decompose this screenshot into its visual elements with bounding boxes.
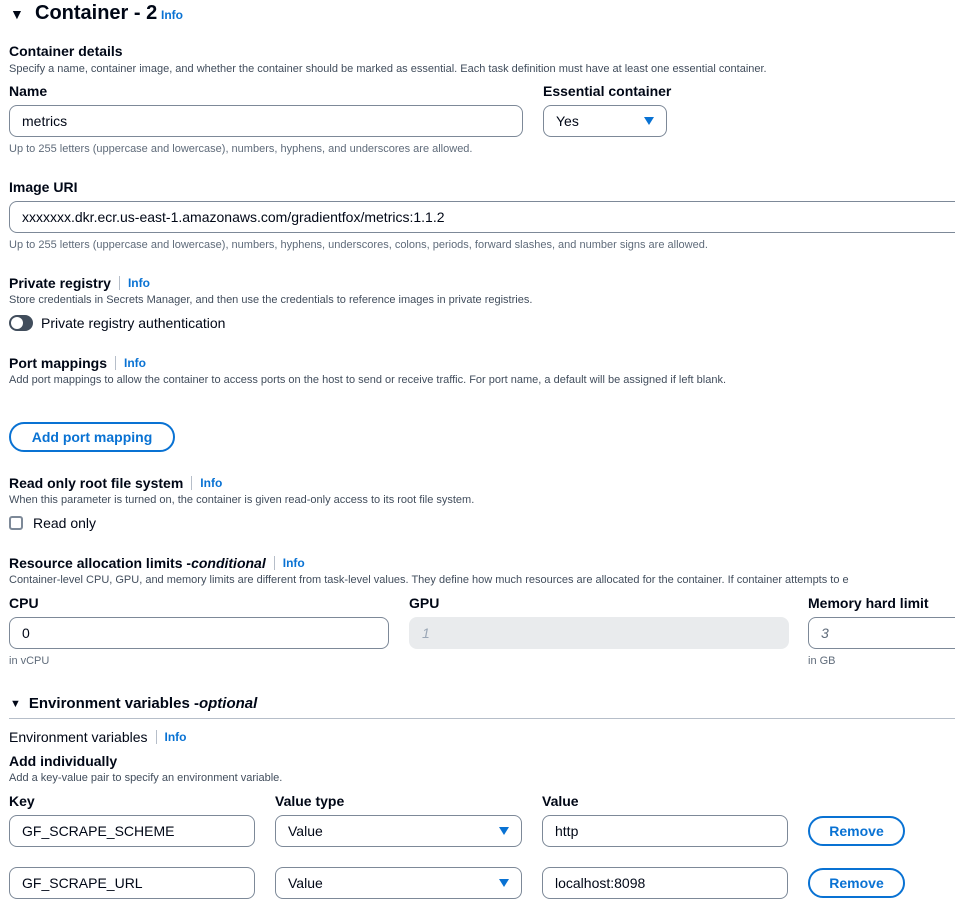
env-value-type-value: Value [288,823,323,839]
add-port-mapping-button[interactable]: Add port mapping [9,422,175,452]
col-value-type-header: Value type [275,793,345,809]
resource-limits-heading: Resource allocation limits - [9,555,192,571]
env-value-value: http [555,823,579,839]
add-individually-heading: Add individually [9,753,118,769]
dropdown-caret-icon [499,879,509,887]
env-vars-section-title: Environment variables - [28,695,199,712]
env-key-value: GF_SCRAPE_SCHEME [22,823,175,839]
private-registry-heading: Private registry [9,275,111,291]
env-value-type-value: Value [288,875,323,891]
gpu-input-value: 1 [422,625,430,641]
read-only-checkbox-row[interactable] [9,515,96,531]
env-vars-heading: Environment variables [9,729,148,745]
env-value-value: localhost:8098 [555,875,646,891]
gpu-label: GPU [409,595,440,611]
private-registry-header [9,275,150,291]
env-vars-section-header[interactable] [10,695,257,712]
cpu-hint: in vCPU [9,655,50,667]
cpu-input[interactable] [9,617,389,649]
env-vars-description: Add a key-value pair to specify an environment variable. [9,772,283,784]
container-title: Container - 2 [35,2,158,24]
read-only-checkbox[interactable] [9,516,23,530]
memory-input-value: 3 [821,625,829,641]
memory-hint: in GB [808,655,836,667]
read-only-header [9,475,222,491]
env-value-input[interactable] [542,867,788,899]
port-mappings-header [9,355,146,371]
remove-env-var-button[interactable]: Remove [808,868,905,898]
container-details-heading: Container details [9,43,123,59]
separator [191,476,192,490]
port-mappings-heading: Port mappings [9,355,108,371]
private-registry-toggle-label: Private registry authentication [41,315,226,331]
resource-limits-description: Container-level CPU, GPU, and memory limits are different from task-level values. They define how much resources are allocated for the container. If container attempts to e [9,574,849,586]
cpu-input-value: 0 [22,625,30,641]
col-value-header: Value [542,793,579,809]
resource-limits-heading-suffix: conditional [191,555,266,571]
port-mappings-description: Add port mappings to allow the container to access ports on the host to send or receive traffic. For port name, a default will be assigned if left blank. [9,374,727,386]
env-value-input[interactable] [542,815,788,847]
dropdown-caret-icon [499,827,509,835]
env-key-value: GF_SCRAPE_URL [22,875,143,891]
separator [156,730,157,744]
container-info-link[interactable]: Info [161,8,183,22]
image-uri-input[interactable] [9,201,955,233]
container-details-description: Specify a name, container image, and whether the container should be marked as essential. Each task definition must have at least one essential container. [9,63,767,75]
name-label: Name [9,83,48,99]
essential-container-value: Yes [556,113,579,129]
env-key-input[interactable] [9,867,255,899]
env-value-type-select[interactable] [275,815,522,847]
resource-limits-header [9,555,305,571]
collapse-caret-icon[interactable]: ▼ [10,6,24,22]
separator [115,356,116,370]
env-key-input[interactable] [9,815,255,847]
read-only-checkbox-label: Read only [33,515,97,531]
image-uri-label: Image URI [9,179,78,195]
memory-input[interactable] [808,617,955,649]
image-uri-hint: Up to 255 letters (uppercase and lowercase), numbers, hyphens, underscores, colons, periods, forward slashes, and number signs are allowed. [9,239,708,251]
col-key-header: Key [9,793,35,809]
memory-label: Memory hard limit [808,595,929,611]
private-registry-info-link[interactable]: Info [127,276,150,290]
section-divider [9,718,955,719]
env-vars-header [9,729,187,745]
private-registry-description: Store credentials in Secrets Manager, and then use the credentials to reference images in private registries. [9,294,533,306]
env-value-type-select[interactable] [275,867,522,899]
read-only-heading: Read only root file system [9,475,184,491]
read-only-description: When this parameter is turned on, the container is given read-only access to its root file system. [9,494,475,506]
separator [119,276,120,290]
essential-container-label: Essential container [543,83,672,99]
private-registry-toggle[interactable] [9,315,33,331]
cpu-label: CPU [9,595,39,611]
image-uri-value: xxxxxxx.dkr.ecr.us-east-1.amazonaws.com/gradientfox/metrics:1.1.2 [22,209,445,225]
essential-container-select[interactable] [543,105,667,137]
collapse-caret-icon[interactable]: ▼ [10,697,21,710]
port-mappings-info-link[interactable]: Info [124,356,147,370]
name-hint: Up to 255 letters (uppercase and lowercase), numbers, hyphens, and underscores are allowed. [9,143,473,155]
env-vars-info-link[interactable]: Info [164,730,187,744]
name-input[interactable] [9,105,523,137]
env-vars-section-title-suffix: optional [198,695,258,712]
gpu-input [409,617,789,649]
separator [274,556,275,570]
resource-limits-info-link[interactable]: Info [282,556,305,570]
name-input-value: metrics [22,113,68,129]
read-only-info-link[interactable]: Info [200,476,223,490]
private-registry-toggle-row[interactable] [9,315,225,331]
dropdown-caret-icon [644,117,654,125]
remove-env-var-button[interactable]: Remove [808,816,905,846]
